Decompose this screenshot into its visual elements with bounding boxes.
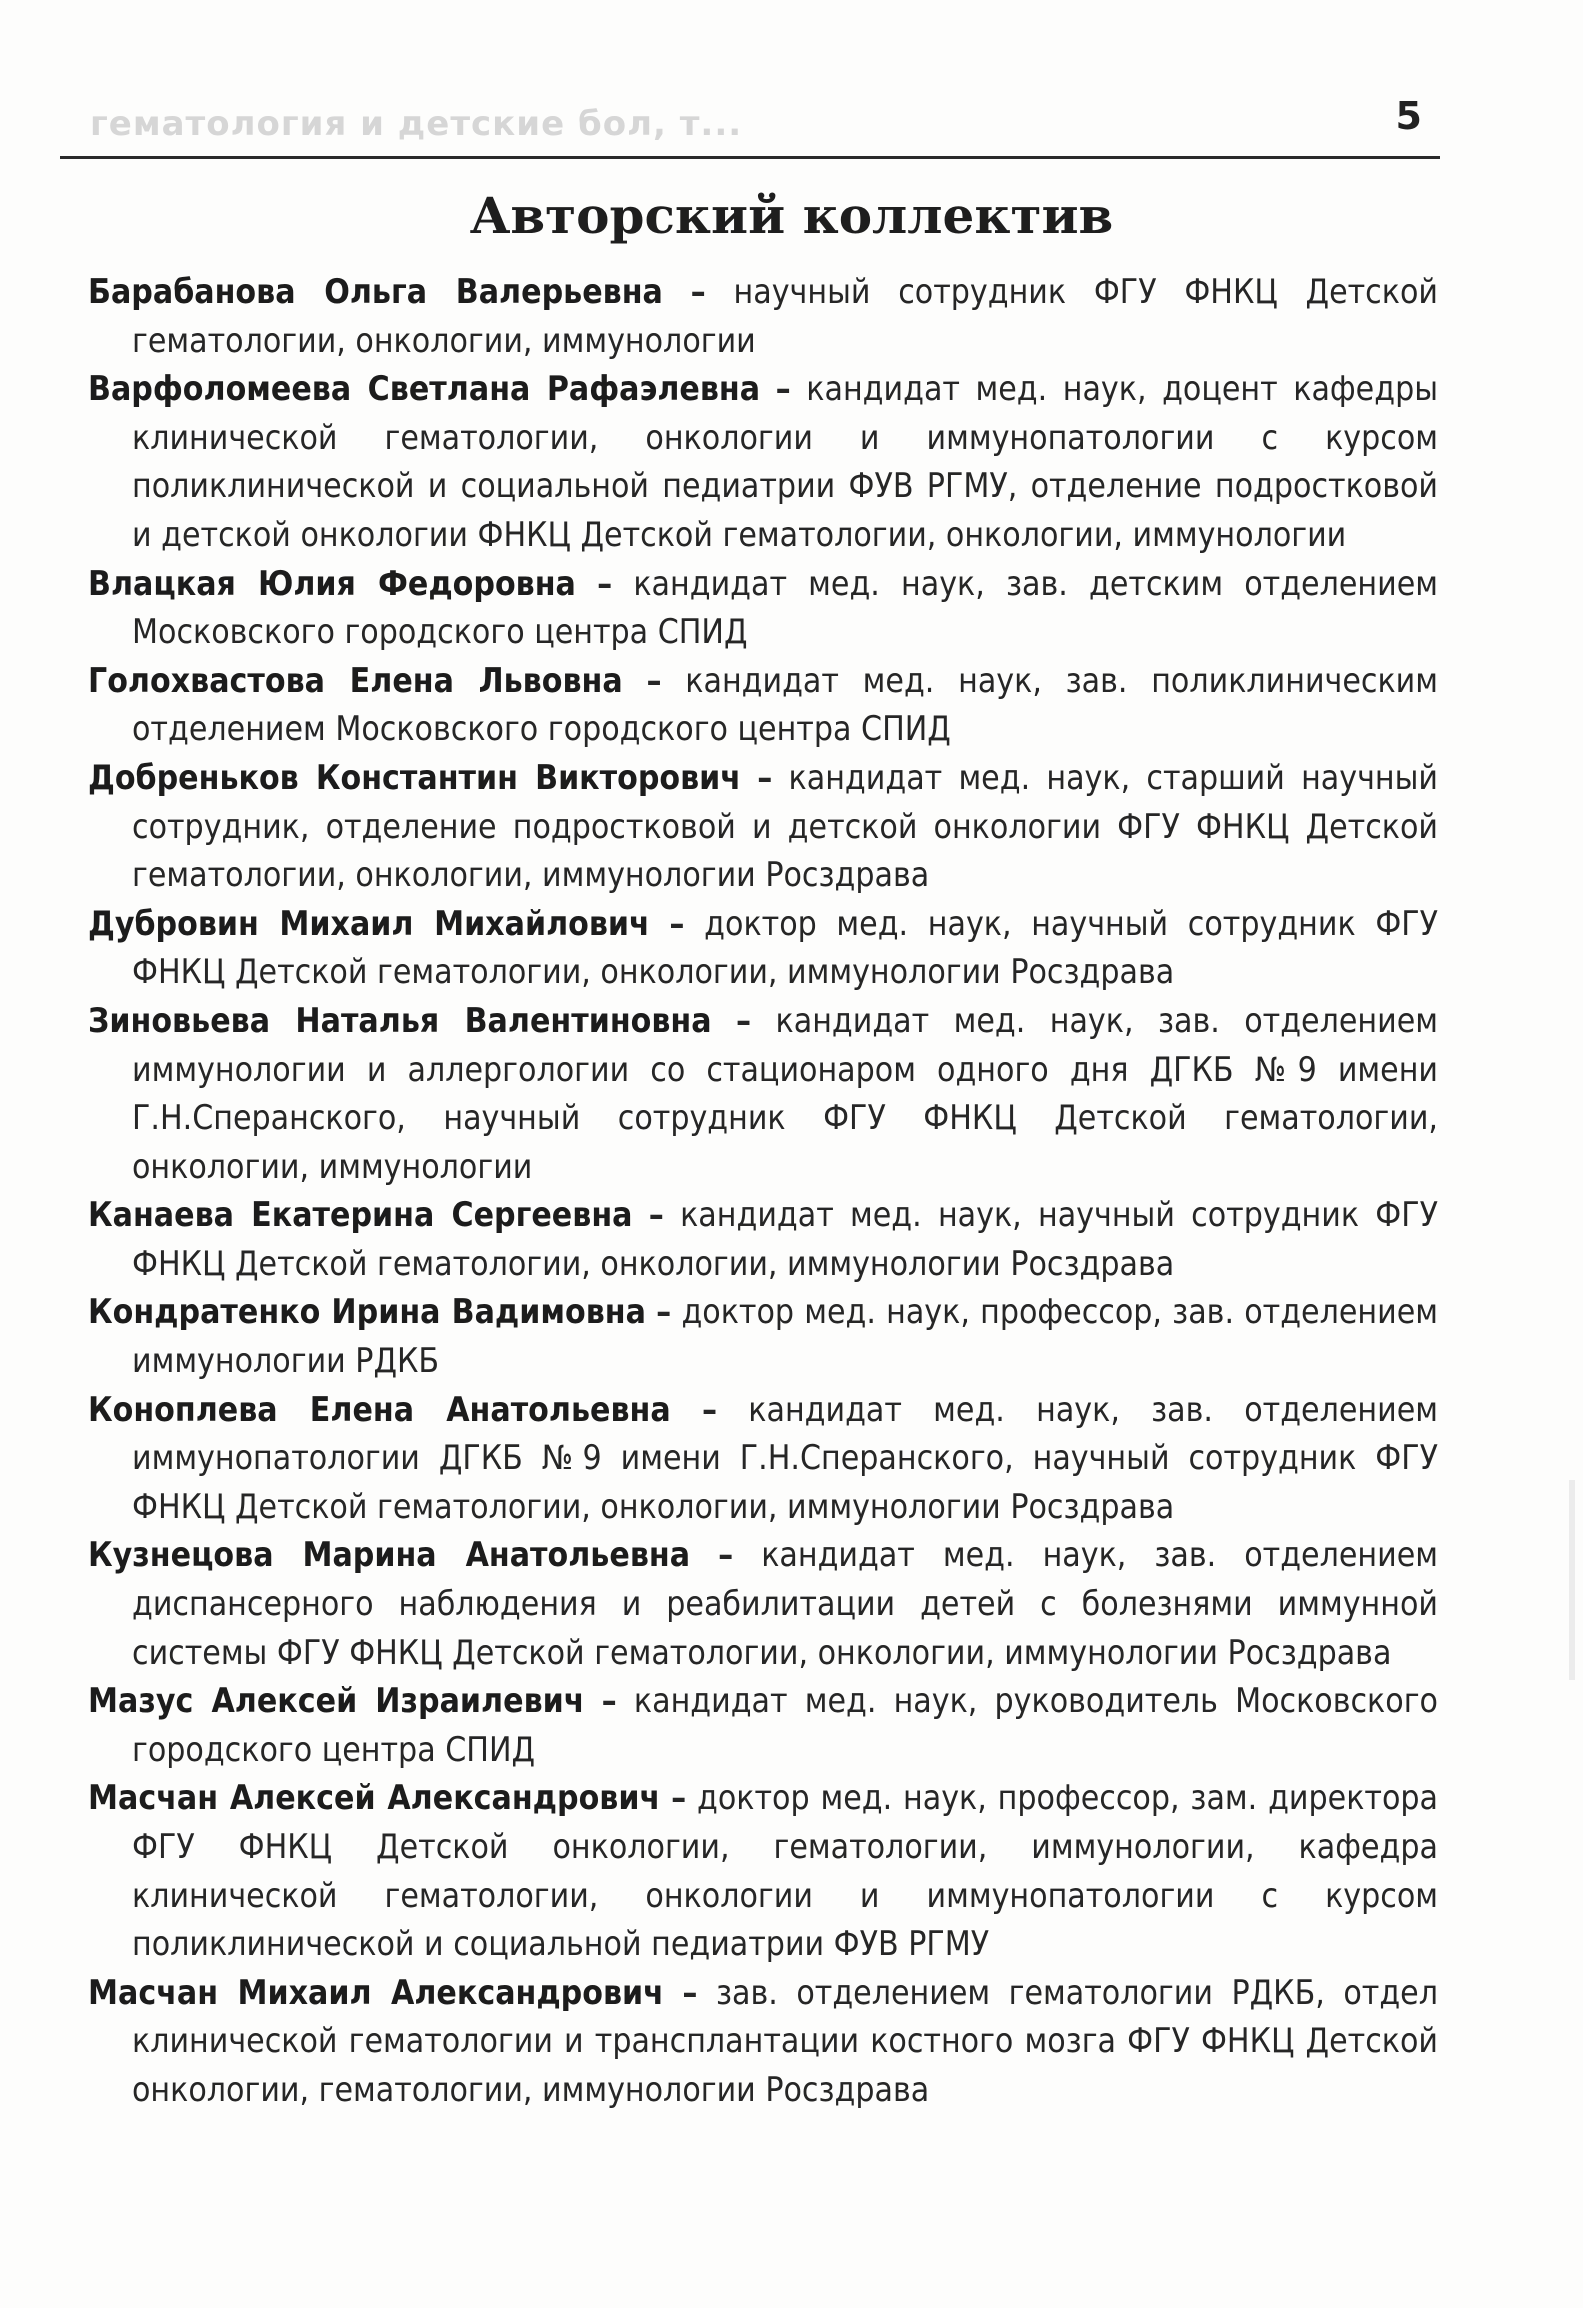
author-name: Добреньков Константин Викторович (88, 757, 741, 797)
author-description: кандидат мед. наук, доцент кафедры клинической гематологии, онкологии и иммунопатологии с курсом поликлинической и социальной педиатрии ФУВ РГМУ, отделение подростковой и детской онкологии ФНКЦ Детской гематологии, онкологии, иммунологии (132, 369, 1439, 554)
author-description: кандидат мед. наук, зав. поликлиническим отделением Московского городского центра СПИД (132, 660, 1439, 749)
author-name: Коноплева Елена Анатольевна (88, 1389, 671, 1429)
author-description: доктор мед. наук, профессор, зам. директора ФГУ ФНКЦ Детской онкологии, гематологии, иммунологии, кафедра клинической гематологии, онкологии и иммунопатологии с курсом поликлинической и социальной педиатрии ФУВ РГМУ (132, 1778, 1438, 1964)
author-name: Зиновьева Наталья Валентиновна (88, 1000, 712, 1040)
author-entry (88, 900, 1438, 997)
dash-separator: – (736, 1000, 752, 1040)
page-number: 5 (1395, 94, 1422, 138)
author-name: Барабанова Ольга Валерьевна (88, 272, 663, 311)
dash-separator: – (701, 1389, 718, 1429)
dash-separator: – (597, 563, 613, 603)
running-header (60, 86, 1440, 159)
author-description: кандидат мед. наук, научный сотрудник ФГУ ФНКЦ Детской гематологии, онкологии, иммунологии Росздрава (132, 1195, 1438, 1283)
dash-separator: – (682, 1972, 698, 2012)
author-entry (88, 365, 1438, 559)
author-description: зав. отделением гематологии РДКБ, отдел клинической гематологии и трансплантации костного мозга ФГУ ФНКЦ Детской онкологии, гематологии, иммунологии Росздрава (132, 1972, 1438, 2109)
dash-separator: – (671, 1778, 687, 1818)
author-entry (88, 997, 1438, 1191)
page-edge-shadow (1569, 1480, 1575, 1680)
author-name: Кузнецова Марина Анатольевна (88, 1535, 691, 1575)
author-name: Влацкая Юлия Федоровна (88, 563, 576, 603)
author-name: Голохвастова Елена Львовна (88, 660, 623, 700)
author-entry (88, 1969, 1438, 2115)
dash-separator: – (718, 1535, 734, 1575)
author-description: научный сотрудник ФГУ ФНКЦ Детской гематологии, онкологии, иммунологии (132, 272, 1438, 360)
author-name: Канаева Екатерина Сергеевна (88, 1195, 633, 1235)
author-description: кандидат мед. наук, зав. отделением диспансерного наблюдения и реабилитации детей с болезнями иммунной системы ФГУ ФНКЦ Детской гематологии, онкологии, иммунологии Росздрава (132, 1535, 1438, 1672)
dash-separator: – (669, 903, 685, 943)
author-entry (88, 1774, 1438, 1968)
author-description: кандидат мед. наук, старший научный сотрудник, отделение подростковой и детской онкологии ФГУ ФНКЦ Детской гематологии, онкологии, иммунологии Росздрава (132, 757, 1438, 895)
author-description: доктор мед. наук, профессор, зав. отделением иммунологии РДКБ (132, 1292, 1438, 1381)
author-name: Кондратенко Ирина Вадимовна (88, 1292, 646, 1332)
dash-separator: – (648, 1195, 664, 1235)
author-entry (88, 1191, 1438, 1288)
dash-separator: – (646, 660, 662, 700)
author-description: кандидат мед. наук, зав. отделением иммунологии и аллергологии со стационаром одного дня ДГКБ №9 имени Г.Н.Сперанского, научный сотрудник ФГУ ФНКЦ Детской гематологии, онкологии, иммунологии (132, 1000, 1438, 1186)
running-title: гематология и детские бол, т... (90, 104, 743, 144)
author-entry (88, 1677, 1438, 1774)
author-name: Варфоломеева Светлана Рафаэлевна (88, 369, 761, 409)
dash-separator: – (775, 369, 791, 409)
author-description: кандидат мед. наук, руководитель Московского городского центра СПИД (132, 1681, 1438, 1769)
author-entry (88, 1288, 1438, 1385)
author-name: Масчан Алексей Александрович (88, 1778, 661, 1818)
dash-separator: – (757, 757, 773, 797)
author-name: Масчан Михаил Александрович (88, 1972, 664, 2012)
author-entry (88, 1386, 1438, 1532)
page-title: Авторский коллектив (469, 186, 1114, 245)
author-description: кандидат мед. наук, зав. отделением иммунопатологии ДГКБ №9 имени Г.Н.Сперанского, научный сотрудник ФГУ ФНКЦ Детской гематологии, онкологии, иммунологии Росздрава (132, 1389, 1438, 1526)
dash-separator: – (601, 1681, 617, 1721)
dash-separator: – (656, 1292, 672, 1332)
author-name: Дубровин Михаил Михайлович (88, 903, 650, 943)
author-entry (88, 1531, 1438, 1677)
author-entry (88, 268, 1438, 365)
author-entry (88, 657, 1438, 754)
author-name: Мазус Алексей Израилевич (88, 1681, 585, 1721)
author-description: кандидат мед. наук, зав. детским отделением Московского городского центра СПИД (132, 563, 1439, 652)
dash-separator: – (690, 272, 706, 311)
author-description: доктор мед. наук, научный сотрудник ФГУ ФНКЦ Детской гематологии, онкологии, иммунологии Росздрава (132, 903, 1439, 992)
author-list (88, 268, 1438, 2115)
author-entry (88, 560, 1438, 657)
author-entry (88, 754, 1438, 900)
